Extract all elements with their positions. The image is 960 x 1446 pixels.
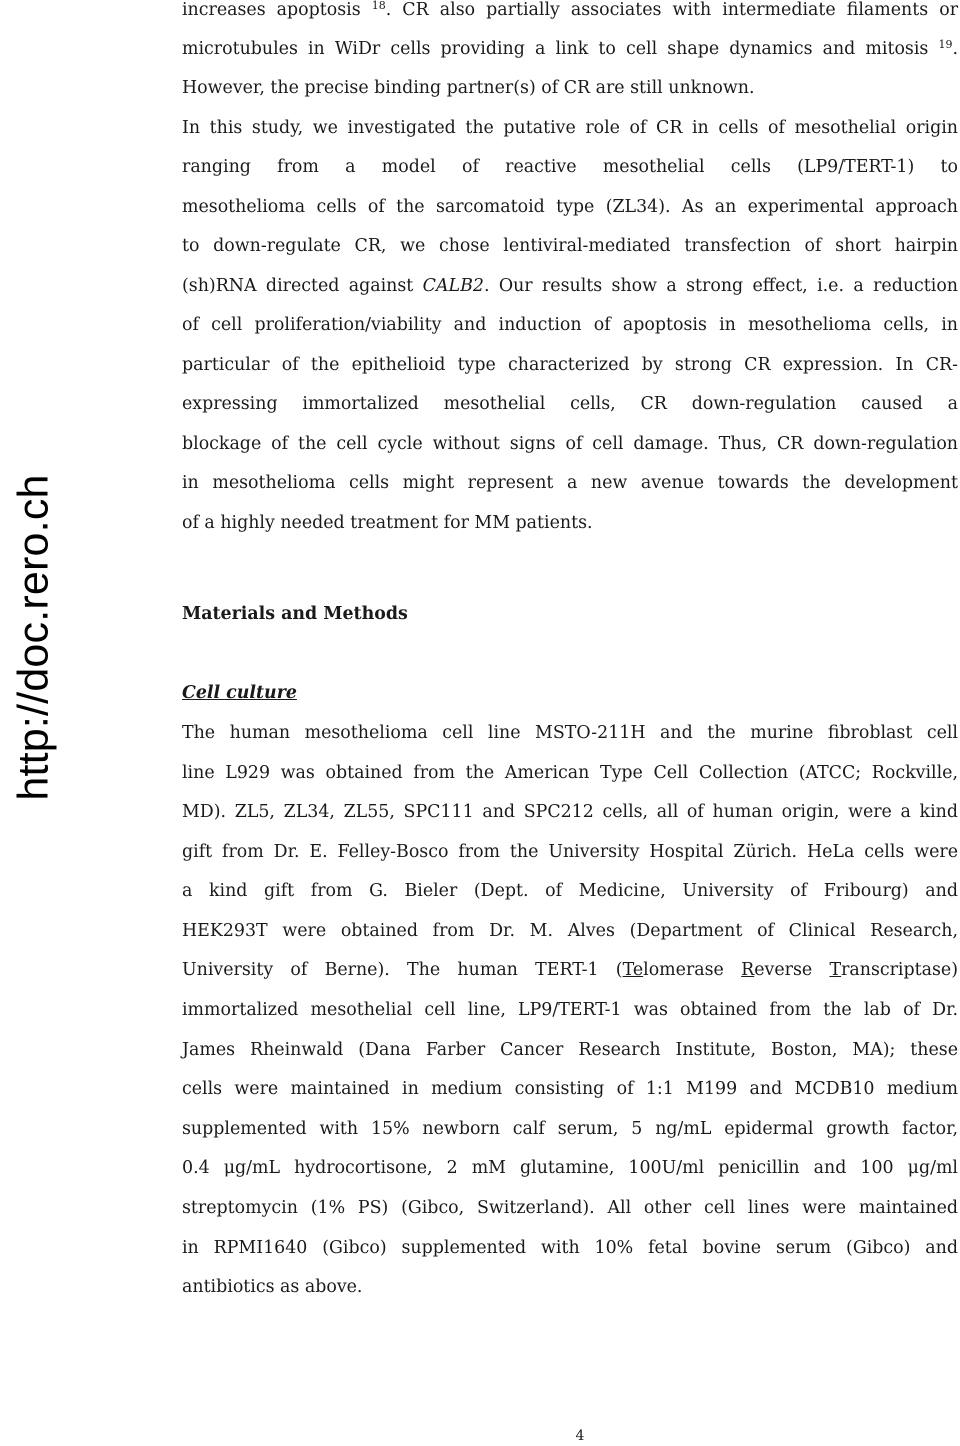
text-line: The human mesothelioma cell line MSTO-211H and the murine fibroblast cell xyxy=(182,723,958,743)
gene-name: CALB2 xyxy=(422,276,484,296)
text-line: blockage of the cell cycle without signs of cell damage. Thus, CR down-regulation xyxy=(182,434,958,454)
text-line: ranging from a model of reactive mesothelial cells (LP9/TERT-1) to xyxy=(182,157,958,177)
text-line: MD). ZL5, ZL34, ZL55, SPC111 and SPC212 cells, all of human origin, were a kind xyxy=(182,802,958,822)
text-line: James Rheinwald (Dana Farber Cancer Research Institute, Boston, MA); these xyxy=(182,1040,958,1060)
text-line: mesothelioma cells of the sarcomatoid type (ZL34). As an experimental approach xyxy=(182,197,958,217)
text-line: expressing immortalized mesothelial cells, CR down-regulation caused a xyxy=(182,394,958,414)
text-line: in mesothelioma cells might represent a new avenue towards the development xyxy=(182,473,958,493)
text-line: However, the precise binding partner(s) of CR are still unknown. xyxy=(182,78,755,98)
citation-ref: 19 xyxy=(938,38,953,51)
section-heading: Materials and Methods xyxy=(182,604,408,624)
text-line: streptomycin (1% PS) (Gibco, Switzerland). All other cell lines were maintained xyxy=(182,1198,958,1218)
text-line: particular of the epithelioid type characterized by strong CR expression. In CR- xyxy=(182,355,958,375)
citation-ref: 18 xyxy=(371,0,386,12)
watermark xyxy=(6,452,62,822)
text-line: antibiotics as above. xyxy=(182,1277,363,1297)
subsection-heading: Cell culture xyxy=(182,683,297,703)
text-line: to down-regulate CR, we chose lentiviral-mediated transfection of short hairpin xyxy=(182,236,958,256)
watermark-url: http://doc.rero.ch xyxy=(9,473,58,801)
text-line: University of Berne). The human TERT-1 (Telomerase Reverse Transcriptase) xyxy=(182,960,958,980)
text-line: line L929 was obtained from the American Type Cell Collection (ATCC; Rockville, xyxy=(182,763,958,783)
text-line: immortalized mesothelial cell line, LP9/TERT-1 was obtained from the lab of Dr. xyxy=(182,1000,958,1020)
text-line: increases apoptosis $^{18}$. CR also partially associates with intermediate filaments or xyxy=(182,0,959,20)
text-line: of a highly needed treatment for MM patients. xyxy=(182,513,593,533)
text-line: microtubules in WiDr cells providing a link to cell shape dynamics and mitosis $^{19}$. xyxy=(182,38,958,59)
subsection-heading-row xyxy=(182,678,958,708)
text-line: gift from Dr. E. Felley-Bosco from the University Hospital Zürich. HeLa cells were xyxy=(182,842,958,862)
text-line: a kind gift from G. Bieler (Dept. of Medicine, University of Fribourg) and xyxy=(182,881,958,901)
text-line: supplemented with 15% newborn calf serum, 5 ng/mL epidermal growth factor, xyxy=(182,1119,958,1139)
text-line: In this study, we investigated the putative role of CR in cells of mesothelial origin xyxy=(182,118,958,138)
text-line: HEK293T were obtained from Dr. M. Alves (Department of Clinical Research, xyxy=(182,921,958,941)
text-line: of cell proliferation/viability and induction of apoptosis in mesothelioma cells, in xyxy=(182,315,958,335)
text-line: 0.4 μg/mL hydrocortisone, 2 mM glutamine, 100U/ml penicillin and 100 μg/ml xyxy=(182,1158,958,1178)
text-line: in RPMI1640 (Gibco) supplemented with 10% fetal bovine serum (Gibco) and xyxy=(182,1238,958,1258)
page-number: 4 xyxy=(575,1428,585,1444)
text-line: (sh)RNA directed against CALB2. Our results show a strong effect, i.e. a reduction xyxy=(182,276,958,296)
text-line: cells were maintained in medium consisting of 1:1 M199 and MCDB10 medium xyxy=(182,1079,958,1099)
